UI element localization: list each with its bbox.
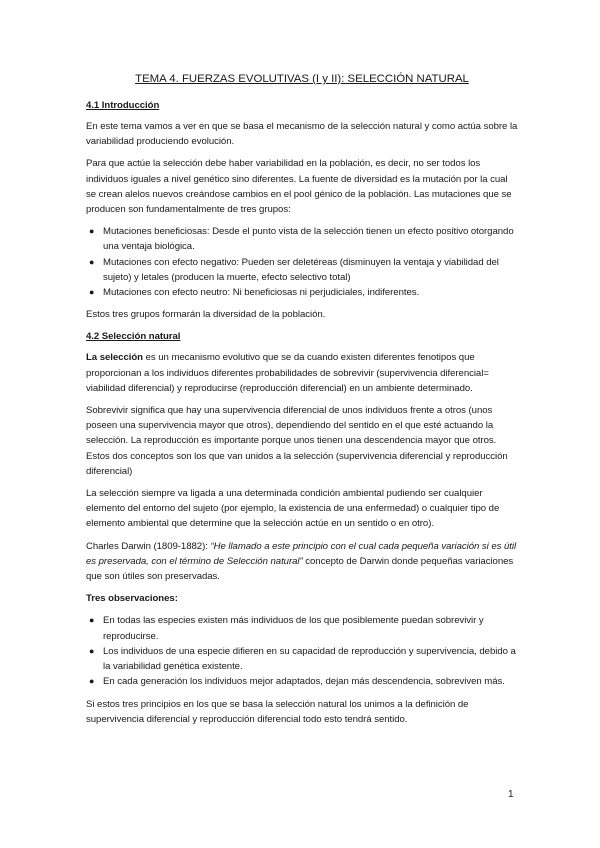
paragraph: En este tema vamos a ver en que se basa el mecanismo de la selección natural y como actúa sobre la variabilidad produciendo evolución. <box>86 121 518 148</box>
list-item: ● Los individuos de una especie difieren en su capacidad de reproducción y supervivencia, debido a la variabilidad genética existente. <box>89 645 516 673</box>
bullet-icon: ● <box>89 645 95 656</box>
paragraph: Si estos tres principios en los que se basa la selección natural los unimos a la definición de supervivencia diferencial y reproducción diferencial todo esto tendrá sentido. <box>86 698 469 725</box>
darwin-quote-paragraph: Charles Darwin (1809-1882): “He llamado a este principio con el cual cada pequeña variación si es útil es preservada, con el término de Selección natural” concepto de Darwin donde pequeñas variaciones que son útiles son preservadas. <box>86 540 517 583</box>
section-heading-introduccion: 4.1 Introducción <box>86 100 160 111</box>
paragraph: Sobrevivir significa que hay una supervivencia diferencial de unos individuos frente a otros (unos poseen una supervivencia mayor que otros), dependiendo del sentido en el que esté actuando la selección. La reproducción es importante porque unos tienen una descendencia mayor que otros. Estos dos conceptos son los que van unidos a la selección (supervivencia diferencial y reproducción diferencial) <box>86 405 508 477</box>
list-item: ● En cada generación los individuos mejor adaptados, dejan más descendencia, sobreviven más. <box>86 674 518 689</box>
document-title: TEMA 4. FUERZAS EVOLUTIVAS (I y II): SELECCIÓN NATURAL <box>135 73 469 85</box>
bullet-icon: ● <box>89 287 95 298</box>
darwin-quote: “He llamado a este principio con el cual cada pequeña variación si es útil es preservada, con el término de Selección natural” <box>86 540 517 567</box>
paragraph: La selección es un mecanismo evolutivo que se da cuando existen diferentes fenotipos que proporcionan a los individuos diferentes probabilidades de sobrevivir (supervivencia diferencial= viabilidad diferencial) y reproducirse (reproducción diferencial) en un ambiente determinado. <box>86 352 489 394</box>
paragraph: Para que actúe la selección debe haber variabilidad en la población, es decir, no ser todos los individuos iguales a nivel genético sino diferentes. La fuente de diversidad es la mutación por la cual se crean alelos nuevos creándose cambios en el pool génico de la población. Las mutaciones que se producen son fundamentalmente de tres grupos: <box>86 158 512 216</box>
mutation-types-list <box>86 224 518 300</box>
bullet-icon: ● <box>89 226 95 237</box>
list-item: ● Mutaciones con efecto negativo: Pueden ser deletéreas (disminuyen la ventaja y viabilidad del sujeto) y letales (producen la muerte, efecto selectivo total) <box>89 256 499 283</box>
observations-heading: Tres observaciones: <box>86 593 178 605</box>
paragraph: Estos tres grupos formarán la diversidad de la población. <box>86 309 326 321</box>
page-number: 1 <box>508 789 514 800</box>
bullet-icon: ● <box>89 256 95 267</box>
list-item: ● Mutaciones beneficiosas: Desde el punto vista de la selección tienen un efecto positivo otorgando una ventaja biológica. <box>89 226 514 253</box>
bullet-icon: ● <box>89 676 95 687</box>
bold-term: La selección <box>86 352 143 364</box>
paragraph: La selección siempre va ligada a una determinada condición ambiental pudiendo ser cualquier elemento del entorno del sujeto (por ejemplo, la existencia de una enfermedad) o cualquier tipo de elemento ambiental que determine que la selección actúe en un sentido o en otro). <box>86 488 500 530</box>
observations-list <box>86 613 518 689</box>
bullet-icon: ● <box>89 615 95 626</box>
list-item: ● En todas las especies existen más individuos de los que posiblemente puedan sobrevivir y reproducirse. <box>89 615 484 642</box>
list-item: ● Mutaciones con efecto neutro: Ni beneficiosas ni perjudiciales, indiferentes. <box>86 285 518 300</box>
section-heading-seleccion-natural: 4.2 Selección natural <box>86 331 181 343</box>
document-body <box>86 72 518 734</box>
